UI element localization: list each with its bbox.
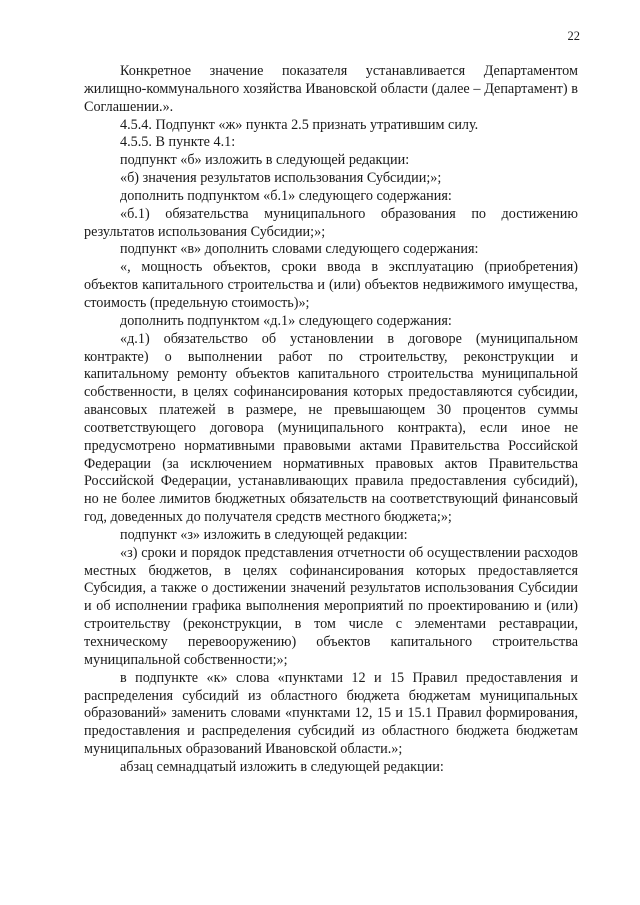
paragraph: в подпункте «к» слова «пунктами 12 и 15 Правил предоставления и распределения субсидий из областного бюджета бюджетам муниципальных образований» заменить словами «пунктами 12, 15 и 15.1 Правил формирования, предоставления и распределения субсидий из областного бюджета бюджетам муниципальных образований Ивановской области.»;: [84, 669, 578, 758]
paragraph: подпункт «б» изложить в следующей редакции:: [120, 152, 410, 169]
paragraph: дополнить подпунктом «б.1» следующего содержания:: [120, 187, 452, 204]
document-body: [84, 63, 578, 777]
page-number: 22: [567, 29, 580, 43]
paragraph: «д.1) обязательство об установлении в договоре (муниципальном контракте) о выполнении работ по строительству, реконструкции и капитальному ремонту объектов капитального строительства муниципальной собственности, в целях софинансирования которых предоставляются субсидии, авансовых платежей в размере, не превышающем 30 процентов суммы соответствующего договора (муниципального контракта), если иное не предусмотрено нормативными правовыми актами Правительства Российской Федерации (за исключением нормативных правовых актов Правительства Российской Федерации, устанавливающих правила предоставления субсидий), но не более лимитов бюджетных обязательств на соответствующий финансовый год, доведенных до получателя средств местного бюджета;»;: [84, 330, 578, 526]
paragraph: дополнить подпунктом «д.1» следующего содержания:: [120, 312, 452, 329]
paragraph: Конкретное значение показателя устанавливается Департаментом жилищно-коммунального хозяйства Ивановской области (далее – Департамент) в Соглашении.».: [84, 63, 578, 115]
paragraph: «б.1) обязательства муниципального образования по достижению результатов использования Субсидии;»;: [84, 205, 578, 240]
paragraph: подпункт «в» дополнить словами следующего содержания:: [120, 241, 479, 258]
paragraph: абзац семнадцатый изложить в следующей редакции:: [120, 758, 444, 775]
paragraph: «, мощность объектов, сроки ввода в эксплуатацию (приобретения) объектов капитального строительства и (или) объектов недвижимого имущества, стоимость (предельную стоимость)»;: [84, 259, 578, 311]
paragraph: «б) значения результатов использования Субсидии;»;: [120, 170, 442, 187]
paragraph: 4.5.5. В пункте 4.1:: [120, 134, 236, 151]
paragraph: «з) сроки и порядок представления отчетности об осуществлении расходов местных бюджетов, в целях софинансирования которых предоставляется Субсидия, а также о достижении значений результатов использования Субсидии и об исполнении графика выполнения мероприятий по проектированию и (или) строительству (реконструкции, в том числе с элементами реставрации, техническому перевооружению) объектов капитального строительства муниципальной собственности;»;: [84, 544, 578, 668]
paragraph: 4.5.4. Подпункт «ж» пункта 2.5 признать утратившим силу.: [120, 116, 479, 133]
paragraph: подпункт «з» изложить в следующей редакции:: [120, 526, 408, 543]
